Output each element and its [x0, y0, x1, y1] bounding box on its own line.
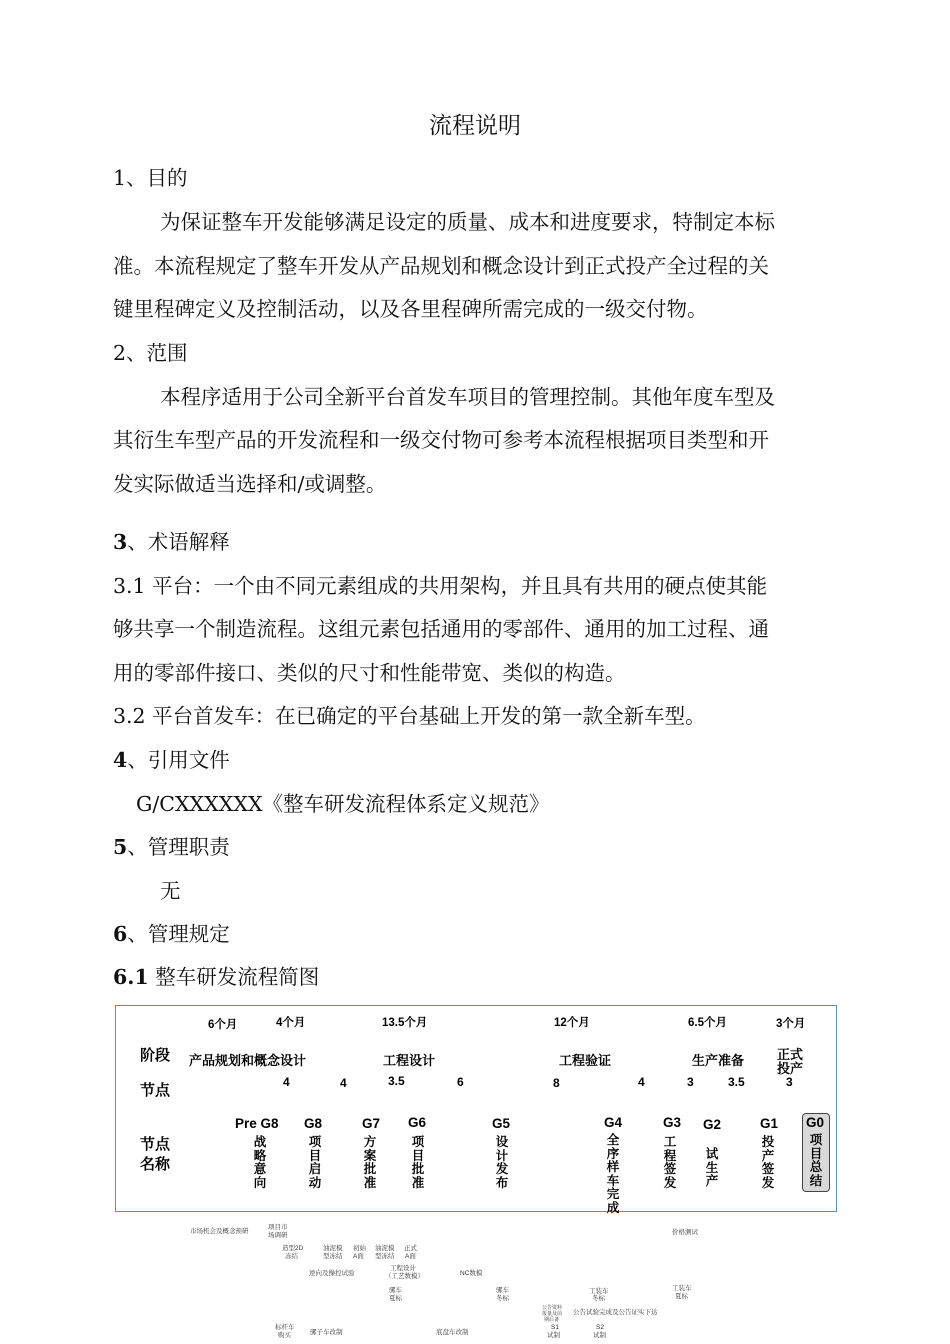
activity-label: 油泥模 [323, 1245, 343, 1252]
gate-code: Pre G8 [235, 1116, 279, 1131]
paragraph-line: 本程序适用于公司全新平台首发车项目的管理控制。其他年度车型及 [160, 385, 775, 409]
activity-label: 报量及前 [542, 1311, 563, 1317]
page-title: 流程说明 [429, 113, 521, 139]
node-value: 8 [553, 1076, 560, 1090]
activity-label: 价格测试 [672, 1229, 698, 1236]
section-number: 3 [113, 530, 128, 554]
paragraph-line: 用的零部件接口、类似的尺寸和性能带宽、类似的构造。 [113, 661, 626, 685]
gate-name: 方案批准 [363, 1135, 377, 1190]
paragraph-line: 无 [160, 879, 181, 903]
activity-label: 公告资料 [542, 1305, 563, 1311]
activity-label: 初始 [353, 1245, 366, 1252]
gate-code: G7 [362, 1116, 381, 1131]
activity-label: 工程设计 [390, 1265, 416, 1272]
activity-label: 试制 [593, 1332, 606, 1339]
gate-code: G2 [703, 1117, 722, 1132]
row-label-phase: 阶段 [140, 1047, 171, 1064]
section-2-heading: 2、范围 [113, 341, 188, 365]
node-value: 4 [638, 1075, 645, 1089]
activity-label: 冬标 [496, 1295, 509, 1302]
section-5-heading [113, 830, 230, 860]
section-4-heading [113, 743, 230, 773]
gate-name: 试生产 [705, 1147, 719, 1188]
duration-label: 3个月 [776, 1018, 806, 1030]
node-value: 3.5 [388, 1074, 405, 1088]
paragraph-line: 够共享一个制造流程。这组元素包括通用的零部件、通用的加工过程、通 [113, 617, 769, 641]
section-number: 4 [113, 748, 128, 772]
duration-label: 4个月 [276, 1017, 306, 1029]
node-value: 4 [340, 1076, 347, 1090]
phase-label: 正式 [777, 1047, 804, 1062]
section-6-heading [113, 917, 230, 947]
paragraph-line: 键里程碑定义及控制活动，以及各里程碑所需完成的一级交付物。 [113, 297, 708, 321]
gate-code: G4 [604, 1115, 623, 1130]
paragraph-line: 3.2 平台首发车：在已确定的平台基础上开发的第一款全新车型。 [113, 704, 706, 728]
gate-code: G5 [492, 1116, 511, 1131]
activity-label: 冻结 [285, 1253, 298, 1260]
phase-label: 工程验证 [559, 1053, 612, 1068]
activity-label: 骡子车改制 [310, 1329, 343, 1336]
activity-label: NC数模 [460, 1270, 483, 1277]
paragraph-line: 为保证整车开发能够满足设定的质量、成本和进度要求，特制定本标 [160, 210, 775, 234]
activity-label: S1 [551, 1324, 559, 1331]
gate-name: 项目批准 [411, 1135, 425, 1190]
gate-code: G0 [806, 1115, 825, 1130]
phase-label: 产品规划和概念设计 [189, 1053, 307, 1068]
node-value: 4 [283, 1075, 290, 1089]
activity-label: 底盘车改制 [436, 1329, 469, 1336]
paragraph-line: 其衍生车型产品的开发流程和一级交付物可参考本流程根据项目类型和开 [113, 428, 769, 452]
paragraph-line: 准。本流程规定了整车开发从产品规划和概念设计到正式投产全过程的关 [113, 254, 769, 278]
section-1-heading: 1、目的 [113, 166, 188, 190]
phase-label: 投产 [777, 1061, 804, 1076]
gate-code: G3 [663, 1115, 682, 1130]
section-title: 、引用文件 [127, 748, 230, 772]
section-number: 5 [113, 835, 128, 859]
node-value: 3.5 [728, 1075, 745, 1089]
row-label-node-name: 节点 [140, 1136, 171, 1153]
activity-label: 场调研 [268, 1232, 288, 1239]
activity-label: 项目市 [268, 1224, 288, 1231]
activity-label: 标杆车 [275, 1324, 295, 1331]
gate-code: G8 [304, 1116, 323, 1131]
gate-name: 投产签发 [761, 1135, 775, 1190]
activity-label: 期后备 [544, 1317, 560, 1323]
activity-label: 公告试验完成及公告证实下达 [573, 1309, 658, 1316]
duration-label: 13.5个月 [382, 1017, 428, 1029]
activity-label: 工装车 [589, 1288, 609, 1295]
phase-label: 工程设计 [383, 1053, 436, 1068]
activity-label: （工艺数模） [385, 1273, 424, 1280]
activity-label: 造型2D [282, 1245, 304, 1252]
activity-label: 骡车 [389, 1287, 402, 1294]
activity-label: S2 [596, 1324, 604, 1331]
paragraph-line: 3.1 平台：一个由不同元素组成的共用架构，并且具有共用的硬点使其能 [113, 574, 768, 598]
phase-label: 生产准备 [692, 1053, 745, 1068]
activity-label: 冬标 [592, 1295, 605, 1302]
duration-label: 6个月 [208, 1019, 238, 1031]
activity-label: 骡车 [496, 1287, 509, 1294]
gate-name: 全序样车完成 [606, 1133, 620, 1215]
activity-label: 夏标 [389, 1295, 402, 1302]
row-label-node-name: 名称 [140, 1156, 171, 1173]
activity-label: 正式 [404, 1245, 417, 1252]
section-title: 、管理规定 [127, 922, 230, 946]
subsection-6-1-heading [113, 960, 319, 990]
gate-code: G6 [408, 1115, 427, 1130]
section-number: 6.1 [113, 965, 149, 989]
activity-label: 工装车 [672, 1285, 692, 1292]
section-title: 、术语解释 [127, 530, 230, 554]
gate-code: G1 [760, 1116, 779, 1131]
gate-name: 设计发布 [495, 1135, 509, 1190]
activity-label: 油泥模 [375, 1245, 395, 1252]
node-value: 3 [786, 1075, 793, 1089]
activity-label: 试制 [547, 1332, 560, 1339]
section-3-heading [113, 525, 230, 555]
node-value: 6 [457, 1075, 464, 1089]
process-chart [115, 1005, 837, 1215]
activity-label: A面 [405, 1253, 416, 1260]
activity-label: 型冻结 [375, 1253, 395, 1260]
activity-label: 市场机会及概念预研 [190, 1228, 249, 1235]
duration-label: 6.5个月 [688, 1017, 727, 1029]
gate-name: 项目总结 [809, 1133, 823, 1188]
activity-label: 逆向及操控试验 [309, 1270, 355, 1277]
gate-name: 工程签发 [663, 1135, 677, 1190]
paragraph-line: G/CXXXXXX《整车研发流程体系定义规范》 [136, 792, 550, 816]
gate-name: 项目启动 [308, 1135, 322, 1190]
paragraph-line: 发实际做适当选择和/或调整。 [113, 472, 387, 496]
section-title: 、管理职责 [127, 835, 230, 859]
duration-label: 12个月 [554, 1017, 590, 1029]
activity-label: 购买 [278, 1332, 291, 1339]
section-number: 6 [113, 922, 128, 946]
node-value: 3 [687, 1075, 694, 1089]
activity-label: A面 [353, 1253, 364, 1260]
activity-label: 夏标 [675, 1293, 688, 1300]
activity-label: 型冻结 [323, 1253, 343, 1260]
section-title: 整车研发流程简图 [148, 965, 320, 989]
row-label-node: 节点 [140, 1082, 171, 1099]
gate-name: 战略意向 [253, 1135, 267, 1190]
